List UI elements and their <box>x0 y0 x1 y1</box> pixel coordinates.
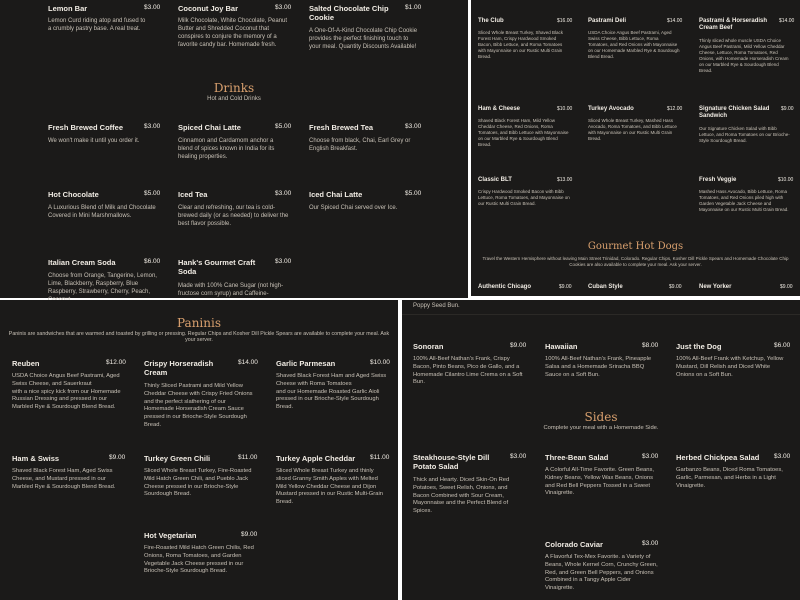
item-name: Just the Dog <box>676 342 722 351</box>
item-description: USDA Choice Angus Beef Pastrami, Aged Swiss Cheese, and Sauerkraut with a nice spicy kick from our Homemade Russian Dressing and pressed in our Marbled Rye & Sourdough Blend Bread. <box>12 373 121 411</box>
item-price: $12.00 <box>106 359 126 366</box>
item-name: Hot Vegetarian <box>144 531 197 540</box>
item-price: $9.00 <box>510 342 527 349</box>
item-description: Our Signature Chicken Salad with Bibb Lettuce, and Roma Tomatoes on our Brioche-Style Sourdough Bread. <box>699 126 790 144</box>
item-description: Thinly Sliced Pastrami and Mild Yellow Cheddar Cheese with Crispy Fried Onions and the perfect slathering of our Homemade Horseradish Cream Sauce pressed in our Brioche-Style Sourdough Bread. <box>144 383 253 429</box>
item-name: Hot Chocolate <box>48 190 99 199</box>
item-name: Fresh Brewed Coffee <box>48 123 124 132</box>
item-name: Hank's Gourmet Craft Soda <box>178 258 256 276</box>
item-description: A Colorful All-Time Favorite. Green Beans, Kidney Beans, Yellow Wax Beans, Onions and Red Bell Peppers Tossed in a Sweet Vinaigrette. <box>545 467 655 497</box>
item-price: $10.00 <box>370 359 390 366</box>
item-name: Herbed Chickpea Salad <box>676 453 760 462</box>
item-description: Choose from black, Chai, Earl Grey or English Breakfast. <box>309 138 411 153</box>
item-price: $9.00 <box>780 284 793 290</box>
section-subtitle-drinks: Hot and Cold Drinks <box>207 96 261 102</box>
item-description: Garbanzo Beans, Diced Roma Tomatoes, Garlic, Parmesan, and Herbs in a Light Vinaigrette. <box>676 467 783 489</box>
item-name: Sonoran <box>413 342 444 351</box>
item-name: Italian Cream Soda <box>48 258 116 267</box>
item-description: Shaved Black Forest Ham and Aged Swiss Cheese with Roma Tomatoes and our Homemade Roasted Garlic Aioli pressed in our Brioche-Style Sourdough Bread. <box>276 373 387 411</box>
item-name: Pastrami Deli <box>588 18 627 24</box>
item-name: Salted Chocolate Chip Cookie <box>309 4 389 22</box>
section-subtitle-gourmet-hot-dogs: Travel the Western Hemisphere without leaving Main Street Trinidad, Colorado. Regular Chips, Kosher Dill Pickle Spears and Homemade Chocolate Chip Cookies are also available to complete your meal. Ask your server. <box>482 256 789 267</box>
item-price: $3.00 <box>275 190 292 197</box>
item-description: Thinly sliced whole muscle USDA Choice Angus Beef Pastrami, Mild Yellow Cheddar Cheese, Lettuce, Roma Tomatoes, Red Onions, with Homemade Horseradish Cream on our Marbled Rye & Sourdough Blend Bread. <box>699 38 789 74</box>
item-price: $14.00 <box>667 18 683 24</box>
item-price: $9.00 <box>241 531 258 538</box>
item-name: Pastrami & Horseradish Cream Beef <box>699 18 768 32</box>
item-name: Crispy Horseradish Cream <box>144 359 214 377</box>
divider <box>402 314 800 315</box>
item-description: Our Spiced Chai served over Ice. <box>309 205 398 211</box>
item-description: Thick and Hearty. Diced Skin-On Red Potatoes, Sweet Relish, Onions, and Bacon Combined with Sour Cream, Mayonnaise and the Perfect Blend of Spices. <box>413 477 510 515</box>
item-description: A One-Of-A-Kind Chocolate Chip Cookie provides the perfect finishing touch to your meal. Quantity Discounts Available! <box>309 28 418 51</box>
item-name: The Club <box>478 18 504 24</box>
item-description: 100% All-Beef Frank with Ketchup, Yellow Mustard, Dill Relish and Diced White Onions on a Soft Bun. <box>676 356 784 378</box>
item-description: Crispy Hardwood Smoked Bacon with Bibb Lettuce, Roma Tomatoes, and Mayonnaise on our Rustic Multi Grain Bread. <box>478 189 570 207</box>
item-description: Fire-Roasted Mild Hatch Green Chilis, Red Onions, Roma Tomatoes, and Garden Vegetable Jack Cheese pressed in our Brioche-Style Sourdough Bread. <box>144 545 254 575</box>
continued-description: Poppy Seed Bun. <box>413 303 460 309</box>
section-subtitle-paninis: Paninis are sandwiches that are warmed and toasted by grilling or pressing. Regular Chips and Kosher Dill Pickle Spears are available to complete your meal. Ask your server. <box>8 331 390 343</box>
section-title-sides: Sides <box>584 410 618 424</box>
item-name: Reuben <box>12 359 40 368</box>
item-name: Ham & Cheese <box>478 106 521 112</box>
item-price: $10.00 <box>557 106 573 112</box>
item-name: Fresh Brewed Tea <box>309 123 374 132</box>
item-name: Hawaiian <box>545 342 578 351</box>
item-name: Turkey Apple Cheddar <box>276 454 356 463</box>
item-name: Steakhouse-Style Dill Potato Salad <box>413 453 490 471</box>
section-subtitle-sides: Complete your meal with a Homemade Side. <box>543 425 659 431</box>
item-name: Iced Chai Latte <box>309 190 363 199</box>
item-name: Coconut Joy Bar <box>178 4 239 13</box>
item-name: Turkey Avocado <box>588 106 634 112</box>
item-price: $3.00 <box>774 453 791 460</box>
section-title-drinks: Drinks <box>213 81 255 95</box>
item-description: Shaved Black Forest Ham, Aged Swiss Cheese, and Mustard pressed in our Marbled Rye & Sourdough Blend Bread. <box>12 468 116 490</box>
section-title-paninis: Paninis <box>177 316 221 330</box>
item-price: $12.00 <box>667 106 683 112</box>
item-price: $3.00 <box>144 4 161 11</box>
item-description: Sliced Whole Breast Turkey, Shaved Black Forest Ham, Crispy Hardwood Smoked Bacon, Bibb Lettuce, and Roma Tomatoes with Mayonnaise on our Rustic Multi Grain Bread. <box>478 30 563 60</box>
item-name: Iced Tea <box>178 190 208 199</box>
item-name: Lemon Bar <box>48 4 88 13</box>
item-name: Signature Chicken Salad Sandwich <box>699 106 770 120</box>
item-description: We won't make it until you order it. <box>48 138 140 144</box>
item-name: Garlic Parmesan <box>276 359 336 368</box>
item-price: $8.00 <box>642 342 659 349</box>
item-description: Milk Chocolate, White Chocolate, Peanut Butter and Shredded Coconut that conspires to conjure the memory of a favorite candy bar. Homemade fresh. <box>178 18 288 49</box>
item-name: Fresh Veggie <box>699 177 737 183</box>
item-price: $13.00 <box>557 177 573 183</box>
item-price: $3.00 <box>144 123 161 130</box>
item-price: $3.00 <box>510 453 527 460</box>
item-price: $5.00 <box>275 123 292 130</box>
item-price: $3.00 <box>405 123 422 130</box>
item-description: Lemon Curd riding atop and fused to a crumbly pastry base. A real treat. <box>48 18 146 33</box>
item-description: A Flavorful Tex-Mex Favorite. a Variety of Beans, Whole Kernel Corn, Crunchy Green, Red, and Green Bell Peppers, and Onions Combined in a Tangy Apple Cider Vinaigrette. <box>545 554 658 592</box>
menu-panel-sandwiches <box>471 0 800 296</box>
item-name: New Yorker <box>699 284 732 290</box>
item-price: $3.00 <box>642 540 659 547</box>
item-price: $3.00 <box>642 453 659 460</box>
menu-panel-sides <box>402 300 800 600</box>
item-name: Turkey Green Chili <box>144 454 211 463</box>
item-price: $5.00 <box>144 190 161 197</box>
item-description: A Luxurious Blend of Milk and Chocolate Covered in Mini Marshmallows. <box>48 205 156 220</box>
item-price: $6.00 <box>144 258 161 265</box>
item-price: $9.00 <box>109 454 126 461</box>
item-description: Cinnamon and Cardamom anchor a blend of spices known in India for its healing properties. <box>178 138 275 161</box>
item-price: $3.00 <box>275 4 292 11</box>
item-description: Sliced Whole Breast Turkey, Mashed Hass Avocado, Roma Tomatoes, and Bibb Lettuce with Mayonnaise on our Rustic Multi Grain Bread. <box>588 118 677 142</box>
item-price: $1.00 <box>405 4 422 11</box>
item-description: Made with 100% Cane Sugar (not high-fructose corn syrup) and Caffeine- <box>178 283 284 298</box>
item-name: Authentic Chicago <box>478 284 532 290</box>
item-price: $6.00 <box>774 342 791 349</box>
item-name: Three-Bean Salad <box>545 453 609 462</box>
item-name: Ham & Swiss <box>12 454 60 463</box>
item-name: Cuban Style <box>588 284 623 290</box>
item-description: USDA Choice Angus Beef Pastrami, Aged Swiss Cheese, Bibb Lettuce, Roma Tomatoes, and Red Onions with Mayonnaise on our Homemade Marbled Rye & Sourdough Blend Bread. <box>588 30 680 60</box>
item-description: 100% All-Beef Nathan's Frank, Pineapple Salsa and a Homemade Sriracha BBQ Sauce on a Soft Bun. <box>545 356 652 378</box>
item-name: Colorado Caviar <box>545 540 603 549</box>
section-title-gourmet-hot-dogs: Gourmet Hot Dogs <box>587 241 684 252</box>
item-description: Shaved Black Forest Ham, Mild Yellow Cheddar Cheese, Red Onions, Roma Tomatoes, and Bibb Lettuce with Mayonnaise on our Marbled Rye & Sourdough Blend Bread. <box>478 118 569 148</box>
item-price: $16.00 <box>557 18 573 24</box>
item-description: Mashed Hass Avocado, Bibb Lettuce, Roma Tomatoes, and Red Onions piled high with Garden Vegetable Jack Cheese and Mayonnaise on our Rustic Multi Grain Bread. <box>699 189 789 213</box>
item-description: Sliced Whole Breast Turkey and thinly sliced Granny Smith Apples with Melted Mild Yellow Cheddar Cheese and Dijon Mustard pressed in our Rustic Multi-Grain Bread. <box>276 468 383 506</box>
item-price: $9.00 <box>669 284 682 290</box>
menu-panel-drinks <box>0 0 468 298</box>
menu-panel-paninis <box>0 300 398 600</box>
item-description: Choose from Orange, Tangerine, Lemon, Lime, Blackberry, Raspberry, Blue Raspberry, Strawberry, Cherry, Peach, <box>48 273 157 296</box>
item-price: $9.00 <box>781 106 794 112</box>
item-description: 100% All-Beef Nathan's Frank, Crispy Bacon, Pinto Beans, Pico de Gallo, and a Homemade Cilantro Lime Crema on a Soft Bun. <box>413 356 523 386</box>
item-description: Clear and refreshing, our tea is cold-brewed daily (or as needed) to deliver the best flavor possible. <box>178 205 289 228</box>
item-price: $14.00 <box>238 359 258 366</box>
item-name: Classic BLT <box>478 177 512 183</box>
item-description: Sliced Whole Breast Turkey, Fire-Roasted Mild Hatch Green Chili, and Pueblo Jack Cheese pressed in our Brioche-Style Sourdough Bread. <box>144 468 252 498</box>
item-price: $11.00 <box>238 454 258 461</box>
item-price: $5.00 <box>405 190 422 197</box>
item-price: $9.00 <box>559 284 572 290</box>
item-price: $3.00 <box>275 258 292 265</box>
item-price: $11.00 <box>370 454 390 461</box>
item-price: $10.00 <box>778 177 794 183</box>
item-price: $14.00 <box>779 18 795 24</box>
item-name: Spiced Chai Latte <box>178 123 241 132</box>
